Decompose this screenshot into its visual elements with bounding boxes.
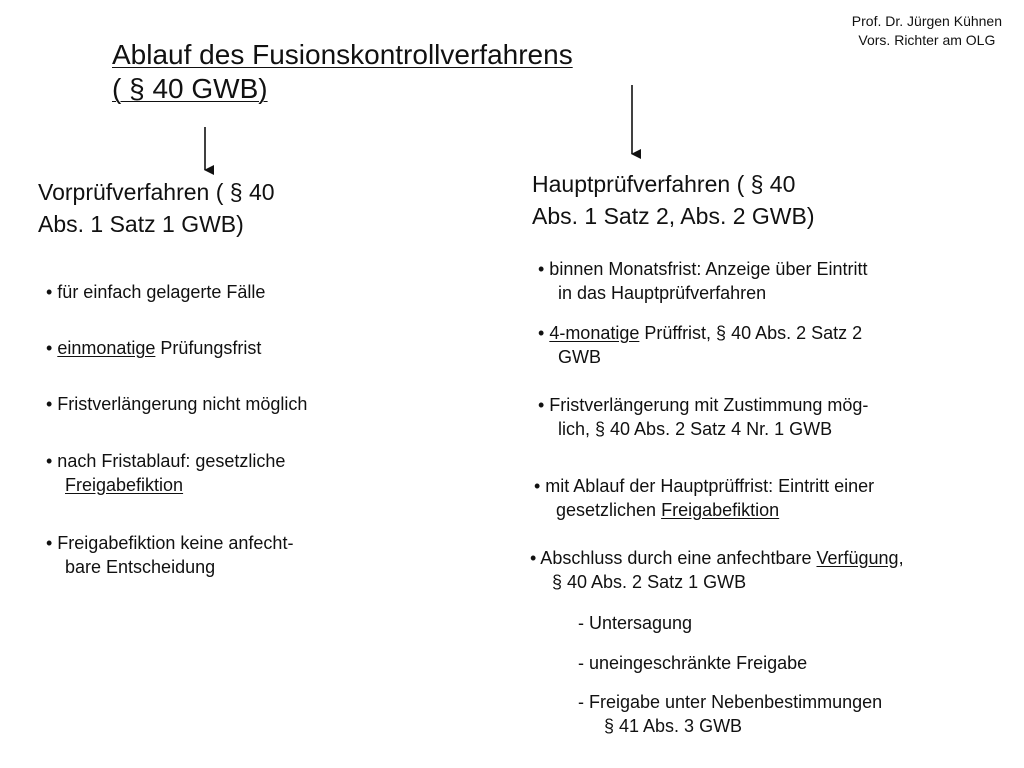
vorpruef-heading-line2: Abs. 1 Satz 1 GWB) bbox=[38, 211, 244, 237]
left-bullet-1: • für einfach gelagerte Fälle bbox=[46, 282, 266, 302]
right-bullet-1 bbox=[538, 257, 867, 305]
left-bullet-5-line1: • Freigabefiktion keine anfecht- bbox=[46, 533, 294, 553]
author-position: Vors. Richter am OLG bbox=[858, 32, 996, 48]
hauptpruefverfahren-heading bbox=[532, 168, 815, 232]
right-bullet-1-line1: • binnen Monatsfrist: Anzeige über Eintritt bbox=[538, 259, 868, 279]
left-bullet-3: • Fristverlängerung nicht möglich bbox=[46, 394, 308, 414]
right-bullet-2-pre: • bbox=[538, 323, 550, 343]
left-bullet-4-line1: • nach Fristablauf: gesetzliche bbox=[46, 451, 286, 471]
left-bullet-5-line2: bare Entscheidung bbox=[65, 557, 216, 577]
left-bullet-2-pre: • bbox=[46, 338, 58, 358]
right-bullet-2 bbox=[538, 321, 862, 369]
right-bullet-5-post: , bbox=[898, 548, 904, 568]
author-name: Prof. Dr. Jürgen Kühnen bbox=[851, 13, 1002, 29]
right-bullet-5 bbox=[530, 546, 904, 594]
title-line1: Ablauf des Fusionskontrollverfahrens bbox=[112, 39, 573, 70]
sub-item-3-line2: § 41 Abs. 3 GWB bbox=[604, 716, 743, 736]
left-bullet-2-post: Prüfungsfrist bbox=[155, 338, 262, 358]
right-bullet-4-underlined: Freigabefiktion bbox=[661, 500, 780, 520]
right-bullet-2-underlined: 4-monatige bbox=[549, 323, 640, 343]
right-bullet-5-underlined: Verfügung bbox=[816, 548, 899, 568]
sub-item-nebenbestimmungen bbox=[578, 690, 882, 738]
sub-item-3-line1: - Freigabe unter Nebenbestimmungen bbox=[578, 692, 883, 712]
left-bullet-4-underlined: Freigabefiktion bbox=[65, 475, 184, 495]
sub-item-untersagung: - Untersagung bbox=[578, 613, 693, 633]
right-bullet-1-line2: in das Hauptprüfverfahren bbox=[558, 283, 767, 303]
author-block bbox=[852, 12, 1002, 50]
right-bullet-3-line2: lich, § 40 Abs. 2 Satz 4 Nr. 1 GWB bbox=[558, 419, 833, 439]
right-bullet-3-line1: • Fristverlängerung mit Zustimmung mög- bbox=[538, 395, 869, 415]
right-bullet-4 bbox=[534, 474, 874, 522]
hauptpruef-heading-line2: Abs. 1 Satz 2, Abs. 2 GWB) bbox=[532, 203, 815, 229]
right-bullet-4-line1: • mit Ablauf der Hauptprüffrist: Eintritt einer bbox=[534, 476, 875, 496]
right-bullet-2-line2: GWB bbox=[558, 347, 601, 367]
left-bullet-4 bbox=[46, 449, 285, 497]
right-bullet-5-pre: • Abschluss durch eine anfechtbare bbox=[530, 548, 817, 568]
right-bullet-4-line2-pre: gesetzlichen bbox=[556, 500, 662, 520]
page-title bbox=[112, 38, 573, 106]
left-bullet-5 bbox=[46, 531, 293, 579]
hauptpruef-heading-line1: Hauptprüfverfahren ( § 40 bbox=[532, 171, 796, 197]
vorpruef-heading-line1: Vorprüfverfahren ( § 40 bbox=[38, 179, 275, 205]
left-bullet-2 bbox=[46, 336, 261, 360]
right-bullet-5-line2: § 40 Abs. 2 Satz 1 GWB bbox=[552, 572, 747, 592]
right-bullet-2-post: Prüffrist, § 40 Abs. 2 Satz 2 bbox=[639, 323, 863, 343]
title-line2: ( § 40 GWB) bbox=[112, 73, 268, 104]
vorpruefverfahren-heading bbox=[38, 176, 275, 240]
sub-item-freigabe: - uneingeschränkte Freigabe bbox=[578, 653, 808, 673]
right-bullet-3 bbox=[538, 393, 868, 441]
left-bullet-2-underlined: einmonatige bbox=[57, 338, 156, 358]
